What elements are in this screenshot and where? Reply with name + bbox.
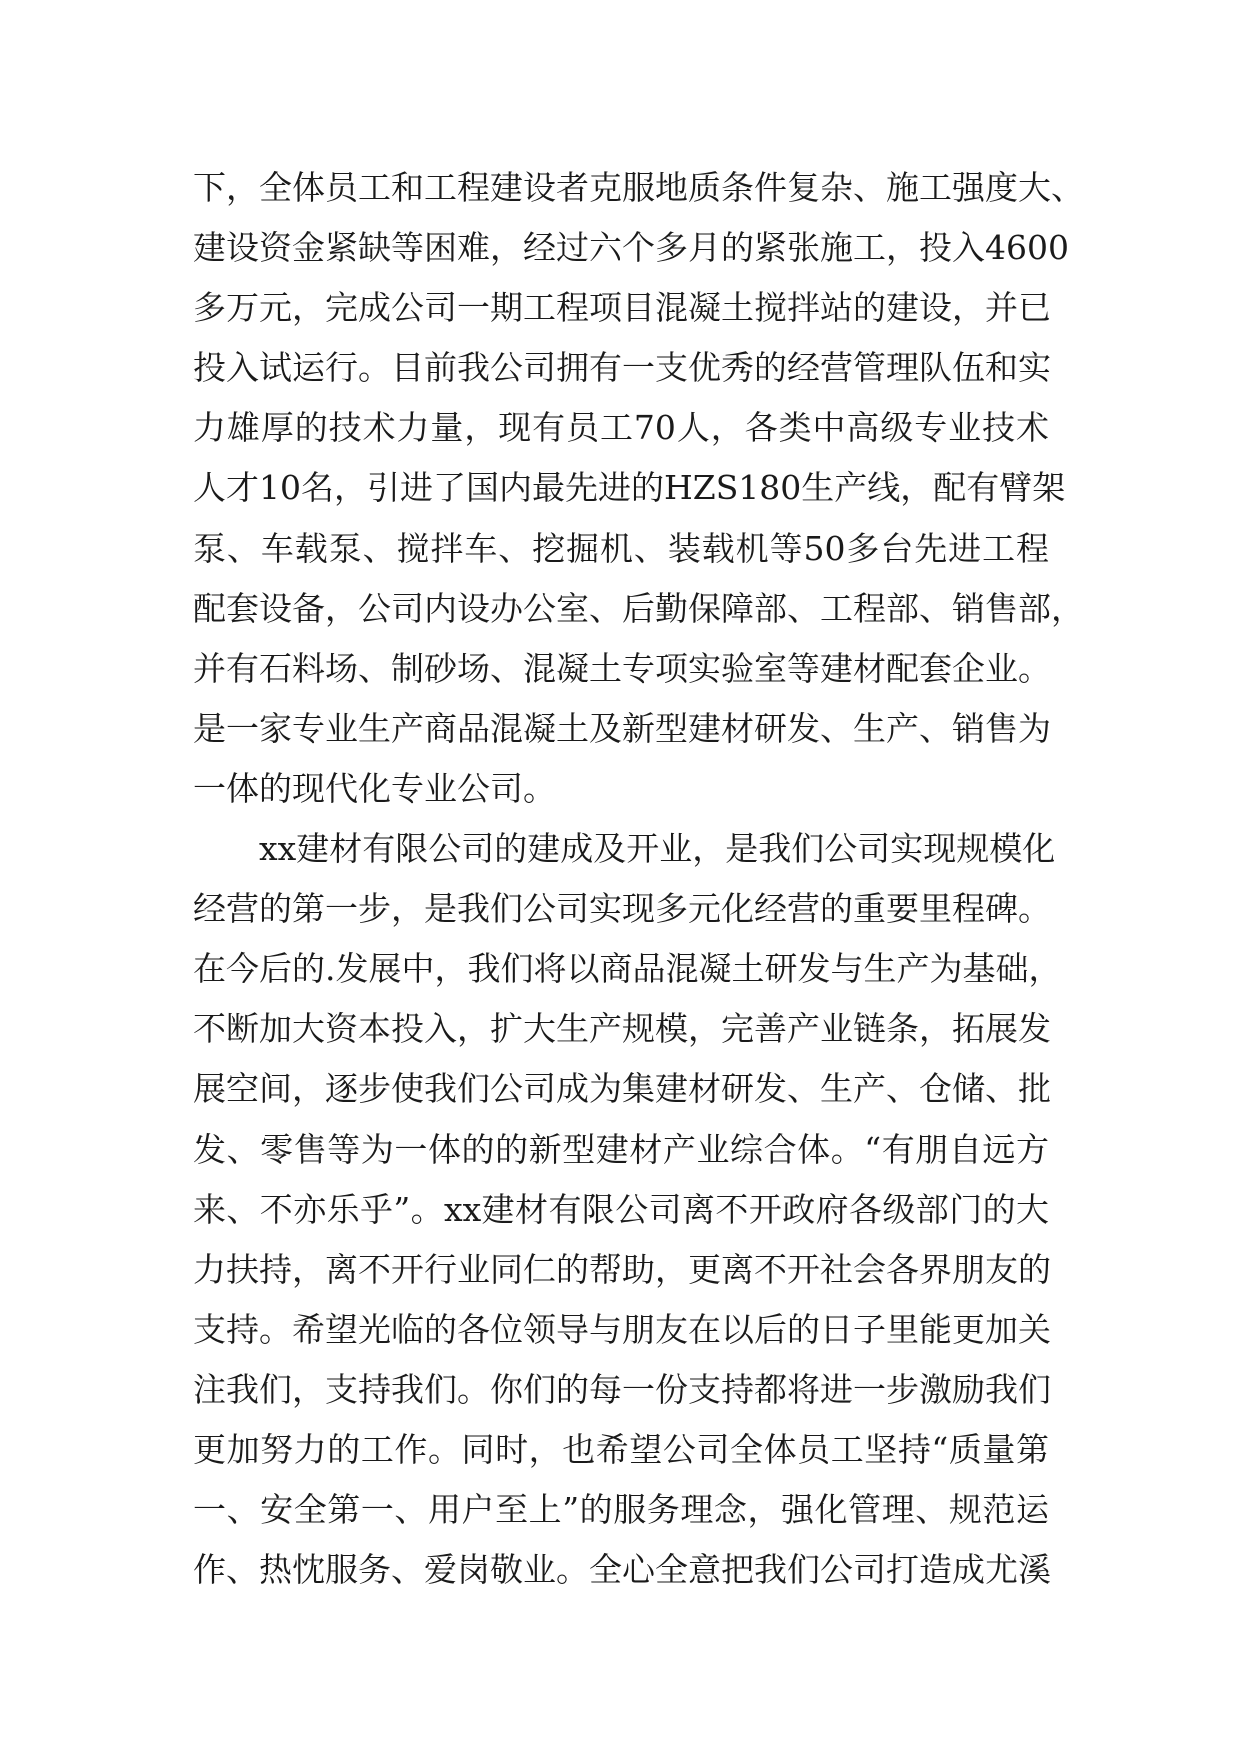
document-body [193, 158, 1084, 1600]
text-line: 作、热忱服务、爱岗敬业。全心全意把我们公司打造成尤溪 [193, 1550, 1051, 1590]
text-line: 来、不亦乐乎”。xx建材有限公司离不开政府各级部门的大 [193, 1189, 1049, 1229]
text-line: 多万元，完成公司一期工程项目混凝土搅拌站的建设，并已 [193, 288, 1051, 328]
text-line: 力扶持，离不开行业同仁的帮助，更离不开社会各界朋友的 [193, 1249, 1051, 1289]
text-line: 并有石料场、制砂场、混凝土专项实验室等建材配套企业。 [193, 648, 1051, 688]
text-line: 一体的现代化专业公司。 [193, 768, 556, 808]
text-line: 注我们，支持我们。你们的每一份支持都将进一步激励我们 [193, 1369, 1051, 1409]
text-line: 更加努力的工作。同时，也希望公司全体员工坚持“质量第 [193, 1429, 1049, 1469]
text-line: xx建材有限公司的建成及开业，是我们公司实现规模化 [259, 829, 1056, 869]
text-line: 经营的第一步，是我们公司实现多元化经营的重要里程碑。 [193, 889, 1051, 929]
text-line: 配套设备，公司内设办公室、后勤保障部、工程部、销售部， [193, 588, 1084, 628]
text-line: 在今后的.发展中，我们将以商品混凝土研发与生产为基础， [193, 949, 1062, 989]
text-line: 发、零售等为一体的的新型建材产业综合体。“有朋自远方 [193, 1129, 1049, 1169]
text-line: 是一家专业生产商品混凝土及新型建材研发、生产、销售为 [193, 708, 1051, 748]
text-line: 泵、车载泵、搅拌车、挖掘机、装载机等50多台先进工程 [193, 528, 1049, 568]
text-line: 不断加大资本投入，扩大生产规模，完善产业链条，拓展发 [193, 1009, 1051, 1049]
text-line: 建设资金紧缺等困难，经过六个多月的紧张施工，投入4600 [193, 228, 1069, 268]
text-line: 人才10名，引进了国内最先进的HZS180生产线，配有臂架 [193, 468, 1066, 508]
text-line: 下，全体员工和工程建设者克服地质条件复杂、施工强度大、 [193, 168, 1084, 207]
text-line: 支持。希望光临的各位领导与朋友在以后的日子里能更加关 [193, 1309, 1051, 1349]
text-line: 投入试运行。目前我公司拥有一支优秀的经营管理队伍和实 [193, 348, 1051, 388]
text-line: 展空间，逐步使我们公司成为集建材研发、生产、仓储、批 [193, 1069, 1051, 1109]
text-line: 力雄厚的技术力量，现有员工70人，各类中高级专业技术 [193, 408, 1049, 448]
text-line: 一、安全第一、用户至上”的服务理念，强化管理、规范运 [193, 1490, 1049, 1530]
